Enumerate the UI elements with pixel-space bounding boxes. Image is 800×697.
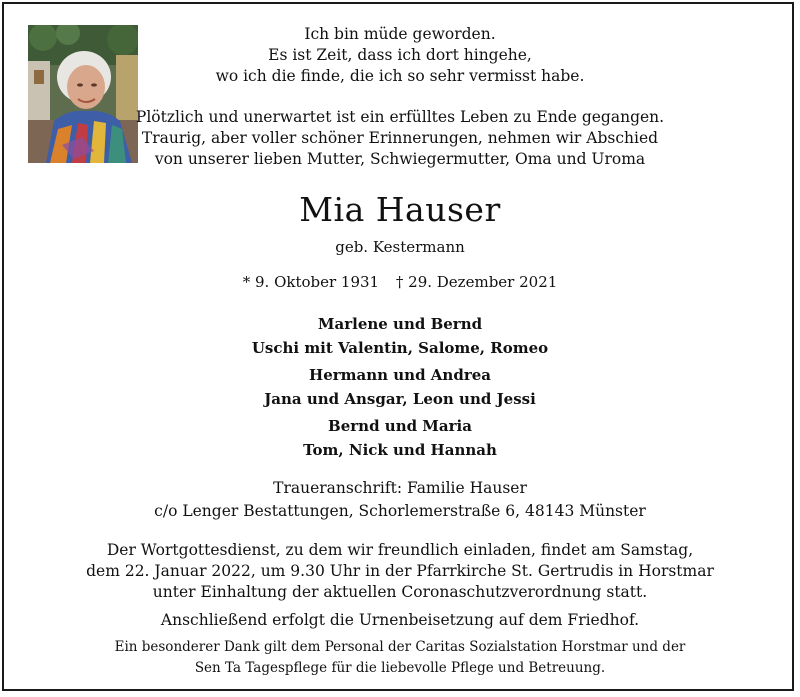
death-date: † 29. Dezember 2021: [395, 273, 558, 291]
mourner-line: Tom, Nick und Hannah: [303, 441, 497, 459]
intro-line: von unserer lieben Mutter, Schwiegermutter, Oma und Uroma: [154, 150, 646, 168]
mourner-line: Bernd und Maria: [328, 417, 472, 435]
mourners-list: [0, 312, 800, 462]
service-line: dem 22. Januar 2022, um 9.30 Uhr in der Pfarrkirche St. Gertrudis in Horstmar: [86, 562, 714, 580]
service-info: [0, 540, 800, 603]
address-line: Traueranschrift: Familie Hauser: [273, 479, 527, 497]
intro-line: Traurig, aber voller schöner Erinnerungen, nehmen wir Abschied: [141, 129, 659, 147]
mourner-line: Hermann und Andrea: [309, 366, 491, 384]
service-line: Der Wortgottesdienst, zu dem wir freundlich einladen, findet am Samstag,: [106, 541, 694, 559]
poem-line: Es ist Zeit, dass ich dort hingehe,: [268, 46, 532, 64]
mourning-address: [0, 477, 800, 523]
birth-date: * 9. Oktober 1931: [242, 273, 380, 291]
service-line: unter Einhaltung der aktuellen Coronaschutzverordnung statt.: [152, 583, 648, 601]
poem-line: wo ich die finde, die ich so sehr vermisst habe.: [215, 67, 585, 85]
thanks-line: Sen Ta Tagespflege für die liebevolle Pflege und Betreuung.: [194, 660, 606, 676]
poem-line: Ich bin müde geworden.: [304, 25, 496, 43]
life-dates: [0, 272, 800, 292]
intro-line: Plötzlich und unerwartet ist ein erfülltes Leben zu Ende gegangen.: [135, 108, 665, 126]
mourner-line: Jana und Ansgar, Leon und Jessi: [264, 390, 536, 408]
maiden-name: geb. Kestermann: [335, 238, 465, 256]
deceased-name: Mia Hauser: [299, 190, 501, 229]
mourner-line: Uschi mit Valentin, Salome, Romeo: [251, 339, 549, 357]
thanks-note: [0, 637, 800, 679]
intro-text: [0, 107, 800, 170]
address-line: c/o Lenger Bestattungen, Schorlemerstraße 6, 48143 Münster: [154, 502, 646, 520]
thanks-line: Ein besonderer Dank gilt dem Personal der Caritas Sozialstation Horstmar und der: [114, 639, 686, 655]
mourner-line: Marlene und Bernd: [317, 315, 483, 333]
burial-info: Anschließend erfolgt die Urnenbeisetzung auf dem Friedhof.: [160, 611, 640, 629]
poem: [0, 24, 800, 87]
